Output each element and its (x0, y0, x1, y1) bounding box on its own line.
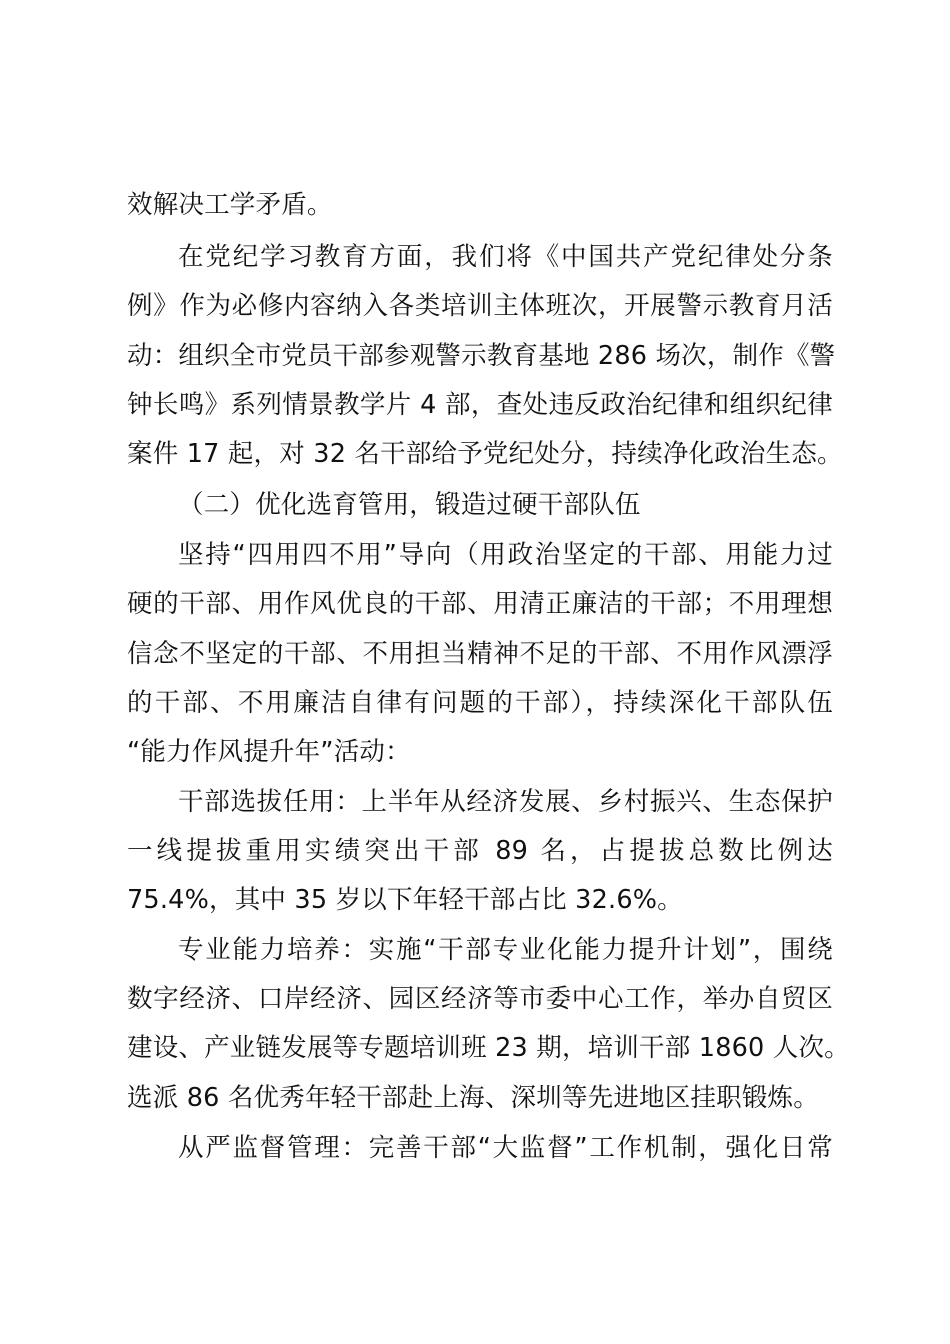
text-line: “能力作风提升年”活动： (127, 737, 411, 767)
text-line: 75.4%，其中 35 岁以下年轻干部占比 32.6%。 (127, 885, 683, 915)
text-line: 例》作为必修内容纳入各类培训主体班次，开展警示教育月活 (127, 291, 833, 321)
text-line: 动：组织全市党员干部参观警示教育基地 286 场次，制作《警 (127, 341, 836, 371)
text-line: 效解决工学矛盾。 (127, 190, 333, 220)
text-line: 信念不坚定的干部、不用担当精神不足的干部、不用作风漂浮 (127, 639, 833, 669)
text-line: 案件 17 起，对 32 名干部给予党纪处分，持续净化政治生态。 (127, 439, 843, 469)
paragraph-four-uses-line-1: 坚持“四用四不用”导向（用政治坚定的干部、用能力过 (178, 540, 833, 570)
section-heading: （二）优化选育管用，锻造过硬干部队伍 (178, 490, 641, 520)
text-line: 选派 86 名优秀年轻干部赴上海、深圳等先进地区挂职锻炼。 (127, 1083, 819, 1113)
text-line: 一线提拔重用实绩突出干部 89 名，占提拔总数比例达 (127, 836, 833, 866)
text-line: 硬的干部、用作风优良的干部、用清正廉洁的干部；不用理想 (127, 589, 833, 619)
paragraph-training-line-1: 专业能力培养：实施“干部专业化能力提升计划”，围绕 (178, 935, 833, 965)
text-line: 的干部、不用廉洁自律有问题的干部），持续深化干部队伍 (127, 688, 833, 718)
text-line: 钟长鸣》系列情景教学片 4 部，查处违反政治纪律和组织纪律 (127, 390, 833, 420)
paragraph-party-discipline-line-1: 在党纪学习教育方面，我们将《中国共产党纪律处分条 (178, 242, 833, 272)
text-line: 数字经济、口岸经济、园区经济等市委中心工作，举办自贸区 (127, 984, 833, 1014)
text-line: 建设、产业链发展等专题培训班 23 期，培训干部 1860 人次。 (127, 1033, 850, 1063)
paragraph-selection-line-1: 干部选拔任用：上半年从经济发展、乡村振兴、生态保护 (178, 787, 833, 817)
paragraph-supervision-line-1: 从严监督管理：完善干部“大监督”工作机制，强化日常 (178, 1133, 833, 1163)
